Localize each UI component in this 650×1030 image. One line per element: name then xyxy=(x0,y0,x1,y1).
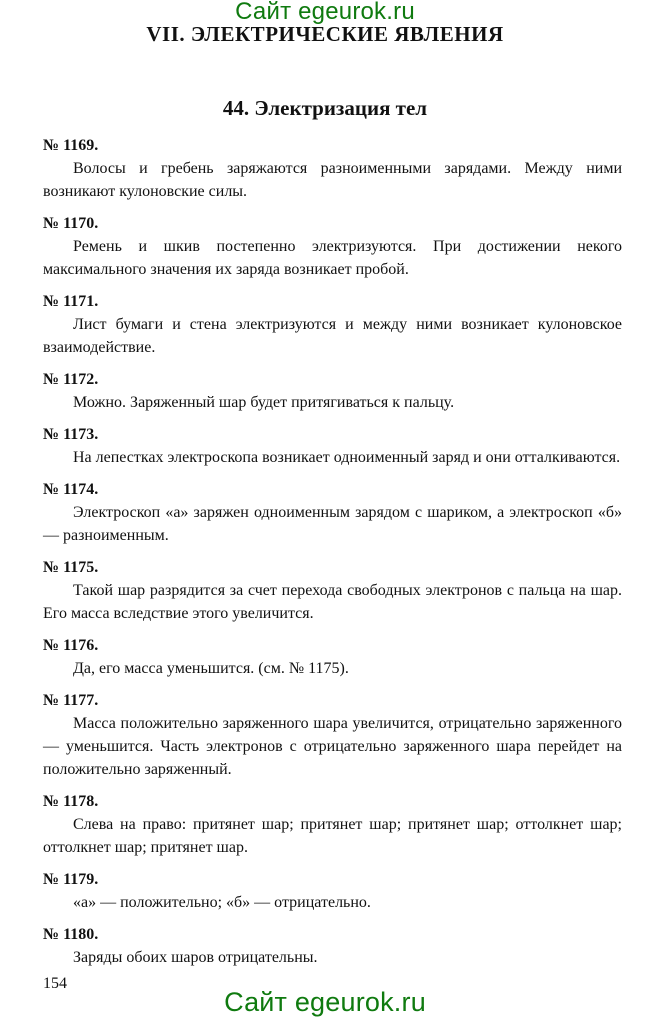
answer-entry xyxy=(43,691,622,781)
watermark-top: Сайт egeurok.ru xyxy=(235,0,415,25)
problem-number: № 1179. xyxy=(43,871,99,888)
answer-entry xyxy=(43,136,622,203)
answer-entry xyxy=(43,636,622,680)
answer-text: Такой шар разрядится за счет перехода свободных электронов с пальца на шар. Его масса вследствие этого увеличится. xyxy=(43,582,622,622)
answer-entry xyxy=(43,480,622,547)
answer-entry xyxy=(43,870,622,914)
answer-entry xyxy=(43,370,622,414)
problem-number: № 1180. xyxy=(43,926,99,943)
chapter-title: VII. ЭЛЕКТРИЧЕСКИЕ ЯВЛЕНИЯ xyxy=(146,22,504,46)
watermark-bottom[interactable]: Сайт egeurok.ru xyxy=(224,987,426,1017)
answer-text: На лепестках электроскопа возникает одноименный заряд и они отталкиваются. xyxy=(73,449,621,466)
problem-number: № 1173. xyxy=(43,426,99,443)
answer-text: «а» — положительно; «б» — отрицательно. xyxy=(73,894,371,911)
answer-text: Ремень и шкив постепенно электризуются. При достижении некого максимального значения их заряда возникает пробой. xyxy=(43,238,622,278)
problem-number: № 1170. xyxy=(43,215,99,232)
problem-number: № 1176. xyxy=(43,637,99,654)
problem-number: № 1169. xyxy=(43,137,99,154)
answer-entry xyxy=(43,425,622,469)
answers-list xyxy=(43,136,622,980)
answer-entry xyxy=(43,292,622,359)
problem-number: № 1177. xyxy=(43,692,99,709)
section-title: 44. Электризация тел xyxy=(222,96,428,120)
answer-entry xyxy=(43,925,622,969)
answer-text: Да, его масса уменьшится. (см. № 1175). xyxy=(73,660,349,677)
answer-entry xyxy=(43,214,622,281)
answer-text: Электроскоп «а» заряжен одноименным зарядом с шариком, а электроскоп «б» — разноименным. xyxy=(43,504,622,544)
problem-number: № 1174. xyxy=(43,481,99,498)
problem-number: № 1178. xyxy=(43,793,99,810)
answer-entry xyxy=(43,792,622,859)
answer-text: Заряды обоих шаров отрицательны. xyxy=(73,949,318,966)
problem-number: № 1171. xyxy=(43,293,99,310)
answer-text: Можно. Заряженный шар будет притягиваться к пальцу. xyxy=(73,394,455,411)
problem-number: № 1175. xyxy=(43,559,99,576)
page-number: 154 xyxy=(43,975,67,992)
answer-entry xyxy=(43,558,622,625)
answer-text: Лист бумаги и стена электризуются и между ними возникает кулоновское взаимодействие. xyxy=(43,316,622,356)
answer-text: Слева на право: притянет шар; притянет шар; притянет шар; оттолкнет шар; оттолкнет шар; притянет шар. xyxy=(43,816,622,856)
answer-text: Волосы и гребень заряжаются разноименными зарядами. Между ними возникают кулоновские силы. xyxy=(43,160,622,200)
answer-text: Масса положительно заряженного шара увеличится, отрицательно заряженного — уменьшится. Часть электронов с отрицательно заряженного шара перейдет на положительно заряженный. xyxy=(43,715,622,778)
problem-number: № 1172. xyxy=(43,371,99,388)
